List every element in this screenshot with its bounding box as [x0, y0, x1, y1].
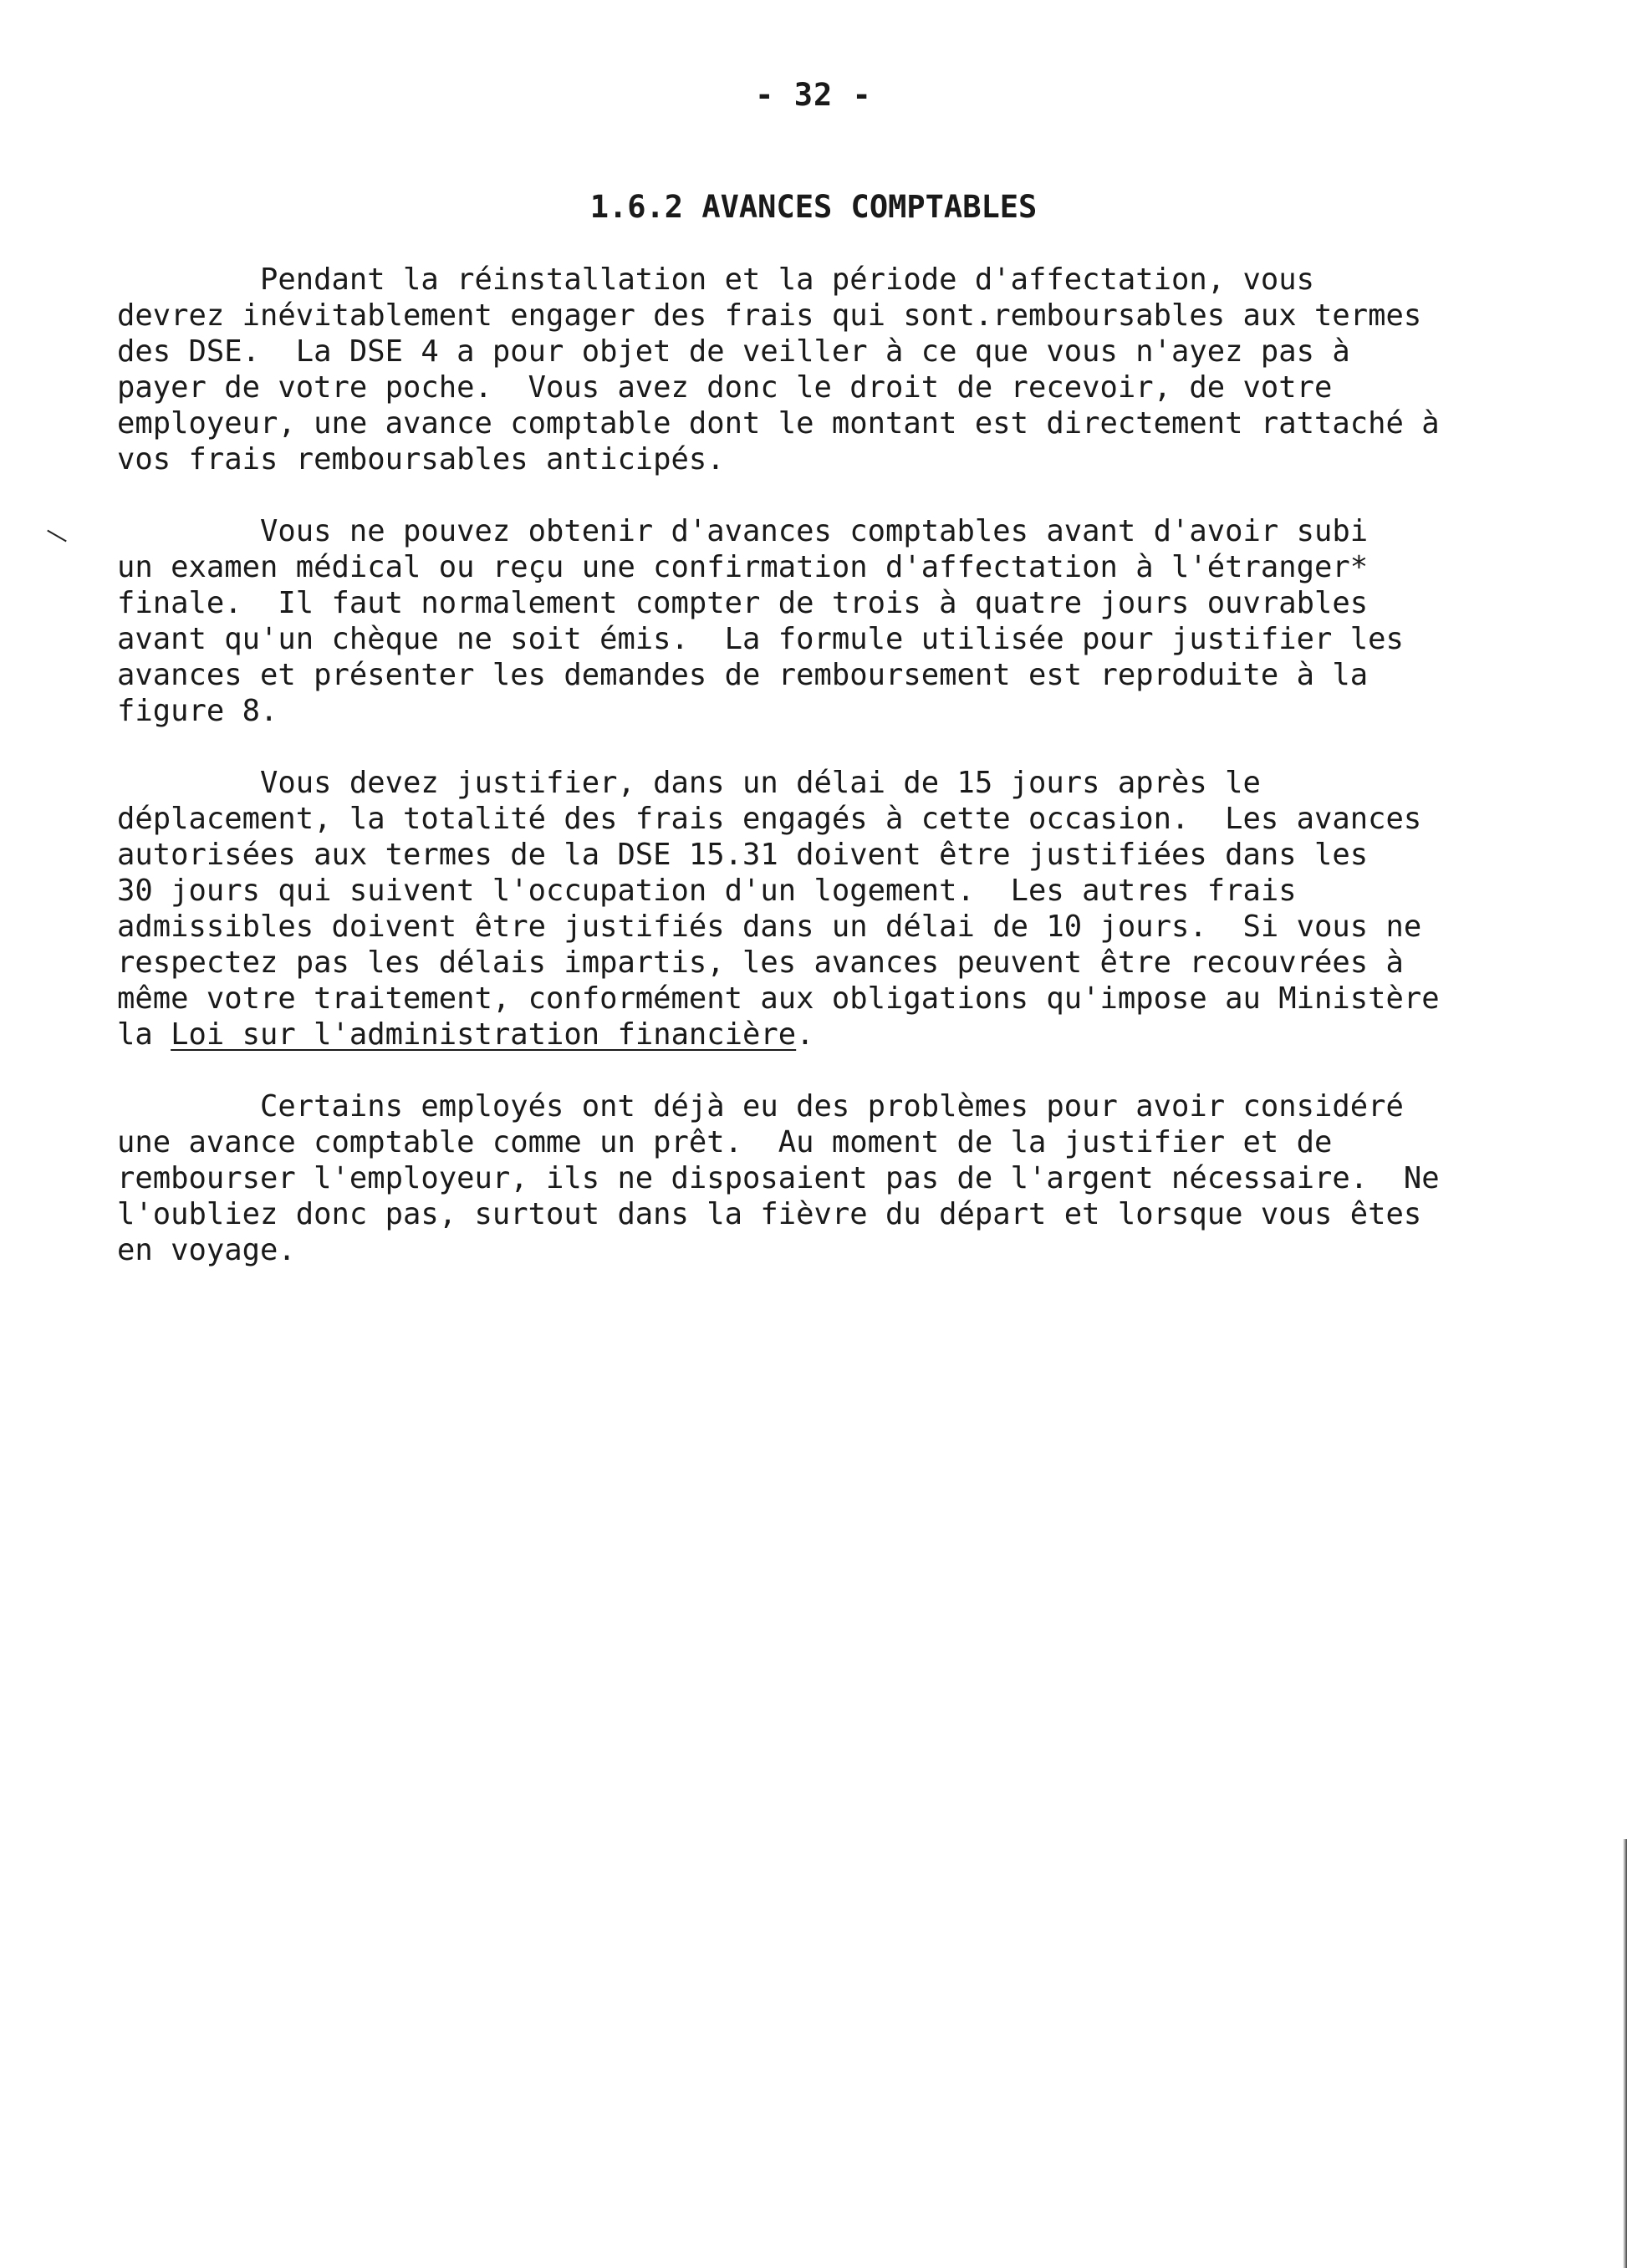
text-line: même votre traitement, conformément aux obligations qu'impose au Ministère	[117, 981, 1440, 1016]
paragraph-2	[117, 513, 1538, 729]
law-title: Loi sur l'administration financière	[171, 1017, 797, 1052]
text-line: des DSE. La DSE 4 a pour objet de veiller à ce que vous n'ayez pas à	[117, 334, 1350, 369]
body-text	[117, 262, 1538, 1268]
text-line: l'oubliez donc pas, surtout dans la fièvre du départ et lorsque vous êtes	[117, 1197, 1422, 1231]
text-line: finale. Il faut normalement compter de trois à quatre jours ouvrables	[117, 586, 1369, 620]
text-line: Certains employés ont déjà eu des problèmes pour avoir considéré	[117, 1089, 1404, 1124]
text-line: Pendant la réinstallation et la période d'affectation, vous	[117, 262, 1314, 297]
page-number: - 32 -	[755, 77, 872, 113]
paragraph-gap	[117, 1052, 1538, 1088]
text-line: une avance comptable comme un prêt. Au moment de la justifier et de	[117, 1125, 1333, 1159]
paragraph-gap	[117, 729, 1538, 765]
line-prefix: la	[117, 1017, 171, 1052]
text-line: admissibles doivent être justifiés dans un délai de 10 jours. Si vous ne	[117, 910, 1422, 944]
text-line: figure 8.	[117, 694, 278, 728]
text-line: Vous ne pouvez obtenir d'avances comptables avant d'avoir subi	[117, 514, 1369, 548]
text-line: respectez pas les délais impartis, les avances peuvent être recouvrées à	[117, 945, 1404, 980]
text-line: Vous devez justifier, dans un délai de 15 jours après le	[117, 766, 1261, 800]
text-line: devrez inévitablement engager des frais qui sont.remboursables aux termes	[117, 298, 1422, 333]
paragraph-1	[117, 262, 1538, 477]
text-line: avances et présenter les demandes de remboursement est reproduite à la	[117, 658, 1369, 692]
text-line: autorisées aux termes de la DSE 15.31 doivent être justifiées dans les	[117, 838, 1369, 872]
text-line: payer de votre poche. Vous avez donc le droit de recevoir, de votre	[117, 370, 1333, 405]
text-line: 30 jours qui suivent l'occupation d'un logement. Les autres frais	[117, 874, 1297, 908]
text-line: rembourser l'employeur, ils ne disposaient pas de l'argent nécessaire. Ne	[117, 1161, 1440, 1195]
text-line: un examen médical ou reçu une confirmation d'affectation à l'étranger*	[117, 550, 1369, 584]
scan-edge-shadow	[1623, 1839, 1627, 2268]
paragraph-4	[117, 1088, 1538, 1268]
text-line: avant qu'un chèque ne soit émis. La formule utilisée pour justifier les	[117, 622, 1404, 656]
text-line-with-law-title	[117, 1017, 1538, 1052]
section-title: 1.6.2 AVANCES COMPTABLES	[589, 189, 1038, 225]
paragraph-gap	[117, 477, 1538, 513]
text-line: en voyage.	[117, 1233, 296, 1267]
text-line: employeur, une avance comptable dont le montant est directement rattaché à	[117, 406, 1440, 441]
line-suffix: .	[796, 1017, 814, 1052]
scan-mark	[47, 530, 67, 543]
paragraph-3	[117, 765, 1538, 1052]
text-line: déplacement, la totalité des frais engagés à cette occasion. Les avances	[117, 802, 1422, 836]
text-line: vos frais remboursables anticipés.	[117, 442, 725, 477]
